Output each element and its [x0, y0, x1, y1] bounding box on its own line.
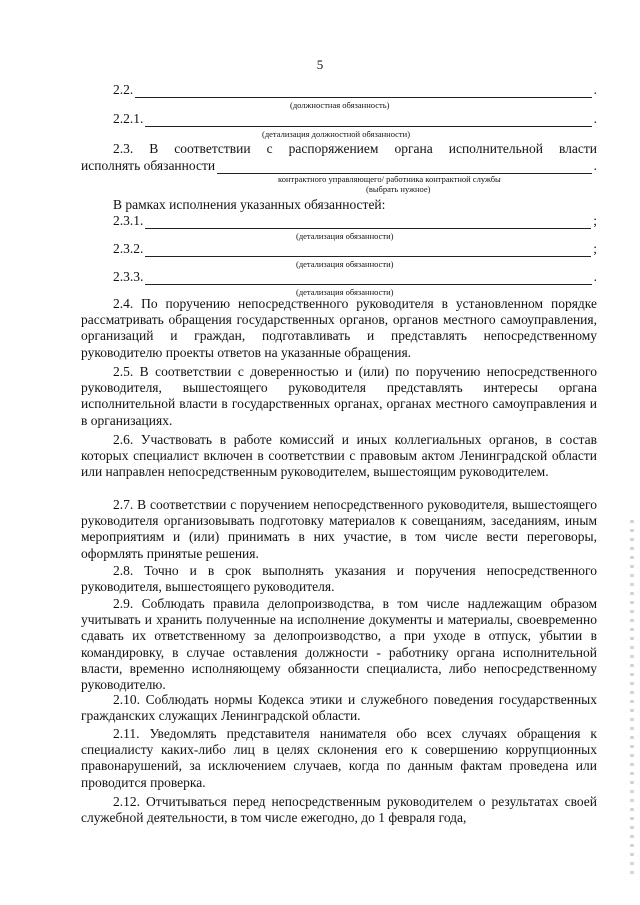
fill-line: [145, 271, 591, 285]
item-caption: (детализация обязанности): [296, 231, 394, 241]
paragraph-2-5: 2.5. В соответствии с доверенностью и (или) по поручению непосредственного руководителя, вышестоящего руководителя представлять интересы органа исполнительной власти в государственных органах, органах местного самоуправления и в организациях.: [81, 364, 597, 428]
item-2-3-line2: исполнять обязанности .: [81, 158, 597, 173]
fill-line: [145, 215, 591, 229]
paragraph-2-7: 2.7. В соответствии с поручением непосредственного руководителя, вышестоящего руководителя организовывать подготовку материалов к совещаниям, заседаниям, иным мероприятиям и (или) принимать в них участие, в том числе вести переговоры, оформлять принятые решения.: [81, 497, 597, 561]
item-caption: (должностная обязанность): [290, 100, 390, 110]
fill-line: [135, 84, 591, 98]
fill-line: [217, 160, 592, 174]
paragraph-2-8: 2.8. Точно и в срок выполнять указания и поручения непосредственного руководителя, вышестоящего руководителя.: [81, 563, 597, 595]
item-label: 2.3.2.: [113, 241, 144, 256]
item-caption: (детализация обязанности): [296, 287, 394, 297]
item-2-3-line1: 2.3. В соответствии с распоряжением органа исполнительной власти: [113, 141, 597, 156]
paragraph-2-12: 2.12. Отчитываться перед непосредственным руководителем о результатах своей служебной деятельности, в том числе ежегодно, до 1 февраля года,: [81, 794, 597, 826]
scope-heading: В рамках исполнения указанных обязанностей:: [113, 197, 386, 212]
paragraph-2-9: 2.9. Соблюдать правила делопроизводства, в том числе надлежащим образом учитывать и хранить полученные на исполнение документы и материалы, своевременно сдавать их ответственному за делопроизводство, а при уходе в отпуск, убытии в командировку, в случае оставления должности - работнику органа исполнительной власти, временно исполняющему обязанности специалиста, либо непосредственному руководителю.: [81, 596, 597, 693]
item-label: 2.3.3.: [113, 269, 144, 284]
item-caption: (детализация должностной обязанности): [262, 129, 411, 139]
page-number: 5: [316, 57, 324, 72]
item-2-3-1: 2.3.1. ;: [113, 213, 597, 228]
item-2-3-2: 2.3.2. ;: [113, 241, 597, 256]
item-label: 2.2.: [113, 82, 134, 97]
item-caption: контрактного управляющего/ работника контрактной службы: [278, 174, 501, 184]
item-2-2: 2.2. .: [113, 82, 597, 97]
paragraph-2-6: 2.6. Участвовать в работе комиссий и иных коллегиальных органов, в состав которых специалист включен в соответствии с правовым актом Ленинградской области или направлен непосредственным руководителем, вышестоящим руководителем.: [81, 432, 597, 480]
item-caption: (выбрать нужное): [366, 184, 431, 194]
item-label: исполнять обязанности: [81, 158, 216, 173]
fill-line: [145, 113, 591, 127]
scan-edge-marks: [630, 520, 634, 880]
paragraph-2-10: 2.10. Соблюдать нормы Кодекса этики и служебного поведения государственных гражданских служащих Ленинградской области.: [81, 692, 597, 724]
item-2-2-1: 2.2.1. .: [113, 111, 597, 126]
paragraph-2-11: 2.11. Уведомлять представителя нанимателя обо всех случаях обращения к специалисту каких-либо лиц в целях склонения его к совершению коррупционных правонарушений, за исключением случаев, когда по данным фактам проведена или проводится проверка.: [81, 726, 597, 790]
paragraph-2-4: 2.4. По поручению непосредственного руководителя в установленном порядке рассматривать обращения государственных органов, органов местного самоуправления, организаций и граждан, подготавливать и представлять непосредственному руководителю проекты ответов на указанные обращения.: [81, 296, 597, 360]
item-2-3-3: 2.3.3. .: [113, 269, 597, 284]
item-label: 2.3.1.: [113, 213, 144, 228]
item-caption: (детализация обязанности): [296, 259, 394, 269]
item-label: 2.2.1.: [113, 111, 144, 126]
fill-line: [145, 243, 591, 257]
